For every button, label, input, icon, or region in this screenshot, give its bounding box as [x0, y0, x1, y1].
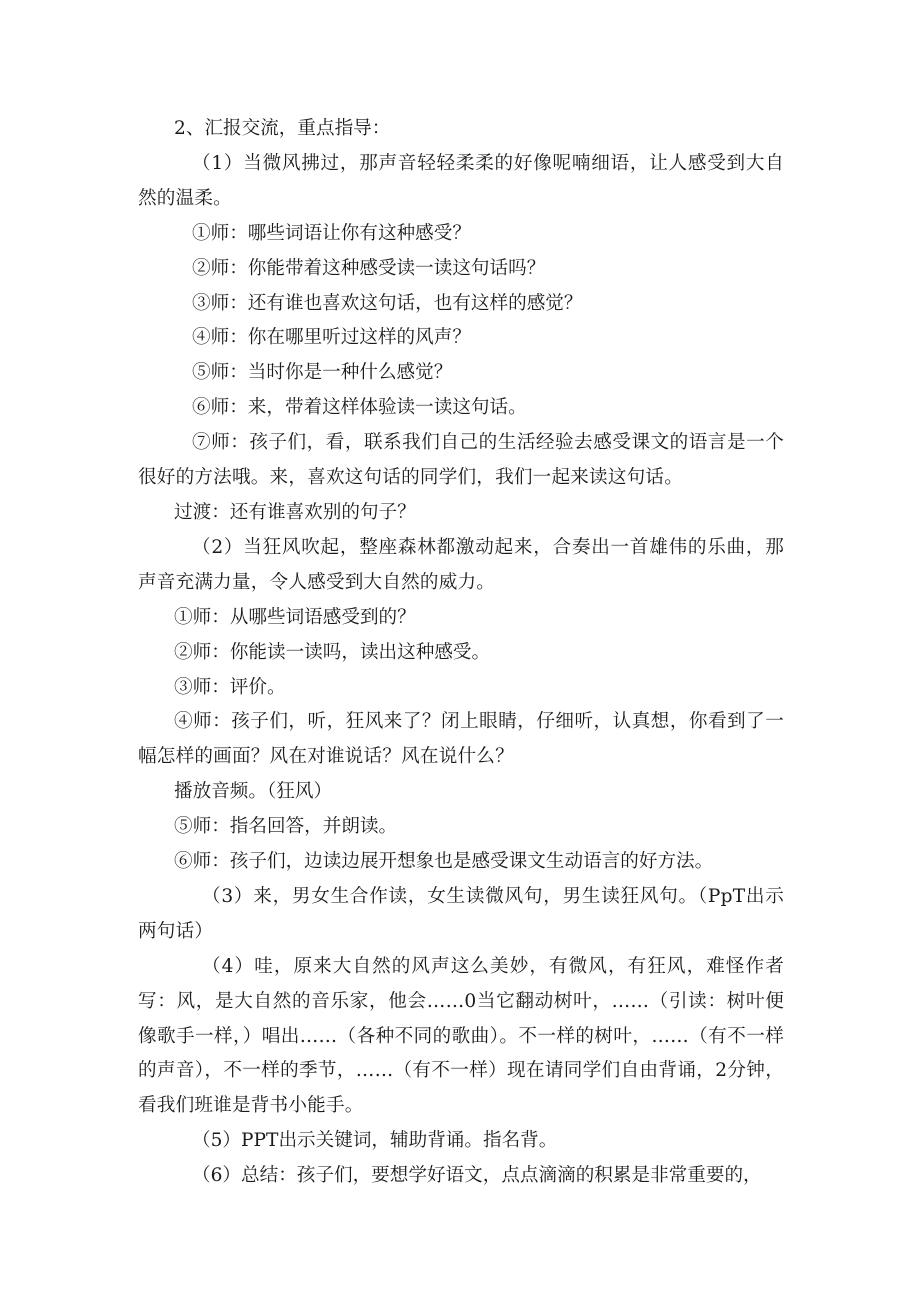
paragraph-4: （4）哇，原来大自然的风声这么美妙，有微风，有狂风，难怪作者写：风，是大自然的音乐家，他会……0当它翻动树叶，……（引读：树叶便像歌手一样，）唱出……（各种不同的歌曲）。不一样的树叶，……（有不一样的声音），不一样的季节，……（有不一样）现在请同学们自由背诵，2分钟，看我们班谁是背书小能手。: [138, 955, 784, 1117]
step-1-1: ①师：哪些词语让你有这种感受？: [192, 222, 471, 244]
audio-note: 播放音频。（狂风）: [174, 781, 333, 803]
step-1-3: ③师：还有谁也喜欢这句话，也有这样的感觉？: [192, 292, 583, 314]
paragraph-3: （3）来，男女生合作读，女生读微风句，男生读狂风句。（PpT出示两句话）: [138, 885, 784, 942]
paragraph-5: （5）PPT出示关键词，辅助背诵。指名背。: [192, 1130, 558, 1152]
step-2-5: ⑤师：指名回答，并朗读。: [174, 816, 398, 838]
section-heading: 2、汇报交流，重点指导：: [174, 118, 391, 139]
step-1-2: ②师：你能带着这种感受读一读这句话吗？: [192, 257, 546, 279]
step-2-1: ①师：从哪些词语感受到的？: [174, 606, 416, 628]
paragraph-6: （6）总结：孩子们，要想学好语文，点点滴滴的积累是非常重要的，: [192, 1165, 762, 1187]
step-1-5: ⑤师：当时你是一种什么感觉？: [192, 362, 453, 384]
step-2-3: ③师：评价。: [174, 676, 286, 698]
paragraph-1: （1）当微风拂过，那声音轻轻柔柔的好像呢喃细语，让人感受到大自然的温柔。: [138, 152, 784, 209]
paragraph-2: （2）当狂风吹起，整座森林都激动起来，合奏出一首雄伟的乐曲，那声音充满力量，令人感受到大自然的威力。: [138, 536, 784, 593]
step-2-2: ②师：你能读一读吗，读出这种感受。: [174, 641, 491, 663]
transition: 过渡：还有谁喜欢别的句子？: [174, 501, 416, 523]
step-1-7: ⑦师：孩子们，看，联系我们自己的生活经验去感受课文的语言是一个很好的方法哦。来，喜欢这句话的同学们，我们一起来读这句话。: [138, 432, 784, 489]
step-2-4: ④师：孩子们，听，狂风来了？闭上眼睛，仔细听，认真想，你看到了一幅怎样的画面？风在对谁说话？风在说什么？: [138, 711, 784, 768]
step-2-6: ⑥师：孩子们，边读边展开想象也是感受课文生动语言的好方法。: [174, 851, 714, 873]
step-1-4: ④师：你在哪里听过这样的风声？: [192, 327, 471, 349]
document-body: [138, 112, 784, 1194]
step-1-6: ⑥师：来，带着这样体验读一读这句话。: [192, 397, 527, 419]
